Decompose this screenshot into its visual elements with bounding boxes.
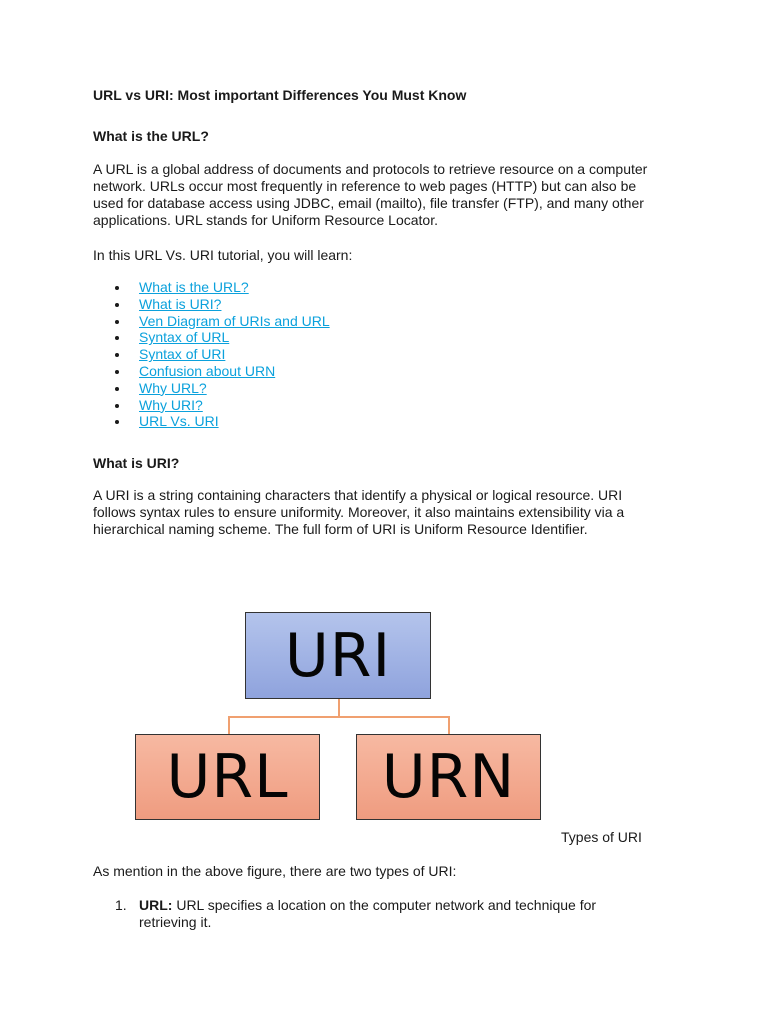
bullet-icon: [115, 286, 119, 290]
diagram-node-url: URL: [135, 734, 320, 820]
connector-vertical-right: [448, 716, 450, 734]
term-url-description: URL specifies a location on the computer network and technique for retrieving it.: [139, 897, 597, 930]
list-number: 1.: [115, 897, 127, 913]
toc-item: [93, 397, 330, 414]
paragraph-url-definition: A URL is a global address of documents and protocols to retrieve resource on a computer network. URLs occur most frequently in reference to web pages (HTTP) but can also be used for database access using JDBC, email (mailto), file transfer (FTP), and many other applications. URL stands for Uniform Resource Locator.: [93, 161, 648, 228]
list-item-url-type: [93, 897, 653, 931]
toc-item: [93, 380, 330, 397]
paragraph-types-intro: As mention in the above figure, there are two types of URI:: [93, 863, 457, 879]
toc-item: [93, 329, 330, 346]
bullet-icon: [115, 404, 119, 408]
paragraph-tutorial-intro: In this URL Vs. URI tutorial, you will learn:: [93, 247, 353, 263]
document-title: URL vs URI: Most important Differences You Must Know: [93, 87, 467, 103]
heading-what-is-url: What is the URL?: [93, 128, 209, 144]
toc-link-ven-diagram[interactable]: Ven Diagram of URIs and URL: [139, 312, 330, 329]
bullet-icon: [115, 353, 119, 357]
connector-vertical-left: [228, 716, 230, 734]
connector-horizontal: [228, 716, 449, 718]
toc-link-why-url[interactable]: Why URL?: [139, 379, 207, 396]
toc-link-syntax-uri[interactable]: Syntax of URI: [139, 346, 226, 363]
paragraph-uri-definition: A URI is a string containing characters that identify a physical or logical resource. URI follows syntax rules to ensure uniformity. Moreover, it also maintains extensibility via a hierarchical naming scheme. The full form of URI is Uniform Resource Identifier.: [93, 487, 625, 537]
bullet-icon: [115, 320, 119, 324]
toc-item: [93, 346, 330, 363]
toc-link-confusion-urn[interactable]: Confusion about URN: [139, 362, 276, 379]
diagram-node-urn: URN: [356, 734, 541, 820]
types-list: [93, 897, 653, 931]
toc-item: [93, 296, 330, 313]
toc-link-syntax-url[interactable]: Syntax of URL: [139, 329, 230, 346]
toc-item: [93, 413, 330, 430]
bullet-icon: [115, 303, 119, 307]
term-url: URL:: [139, 897, 173, 913]
list-item-body: [139, 897, 653, 931]
bullet-icon: [115, 336, 119, 340]
bullet-icon: [115, 420, 119, 424]
diagram-node-uri: URI: [245, 612, 431, 699]
toc-item: [93, 279, 330, 296]
connector-vertical-root: [338, 697, 340, 717]
bullet-icon: [115, 370, 119, 374]
toc-item: [93, 363, 330, 380]
toc-link-why-uri[interactable]: Why URI?: [139, 396, 203, 413]
heading-what-is-uri: What is URI?: [93, 455, 180, 471]
diagram-caption: Types of URI: [561, 829, 642, 845]
toc-link-url-vs-uri[interactable]: URL Vs. URI: [139, 413, 219, 430]
table-of-contents: [93, 279, 330, 430]
toc-link-what-is-uri[interactable]: What is URI?: [139, 295, 222, 312]
toc-link-what-is-url[interactable]: What is the URL?: [139, 279, 249, 295]
toc-item: [93, 313, 330, 330]
bullet-icon: [115, 387, 119, 391]
